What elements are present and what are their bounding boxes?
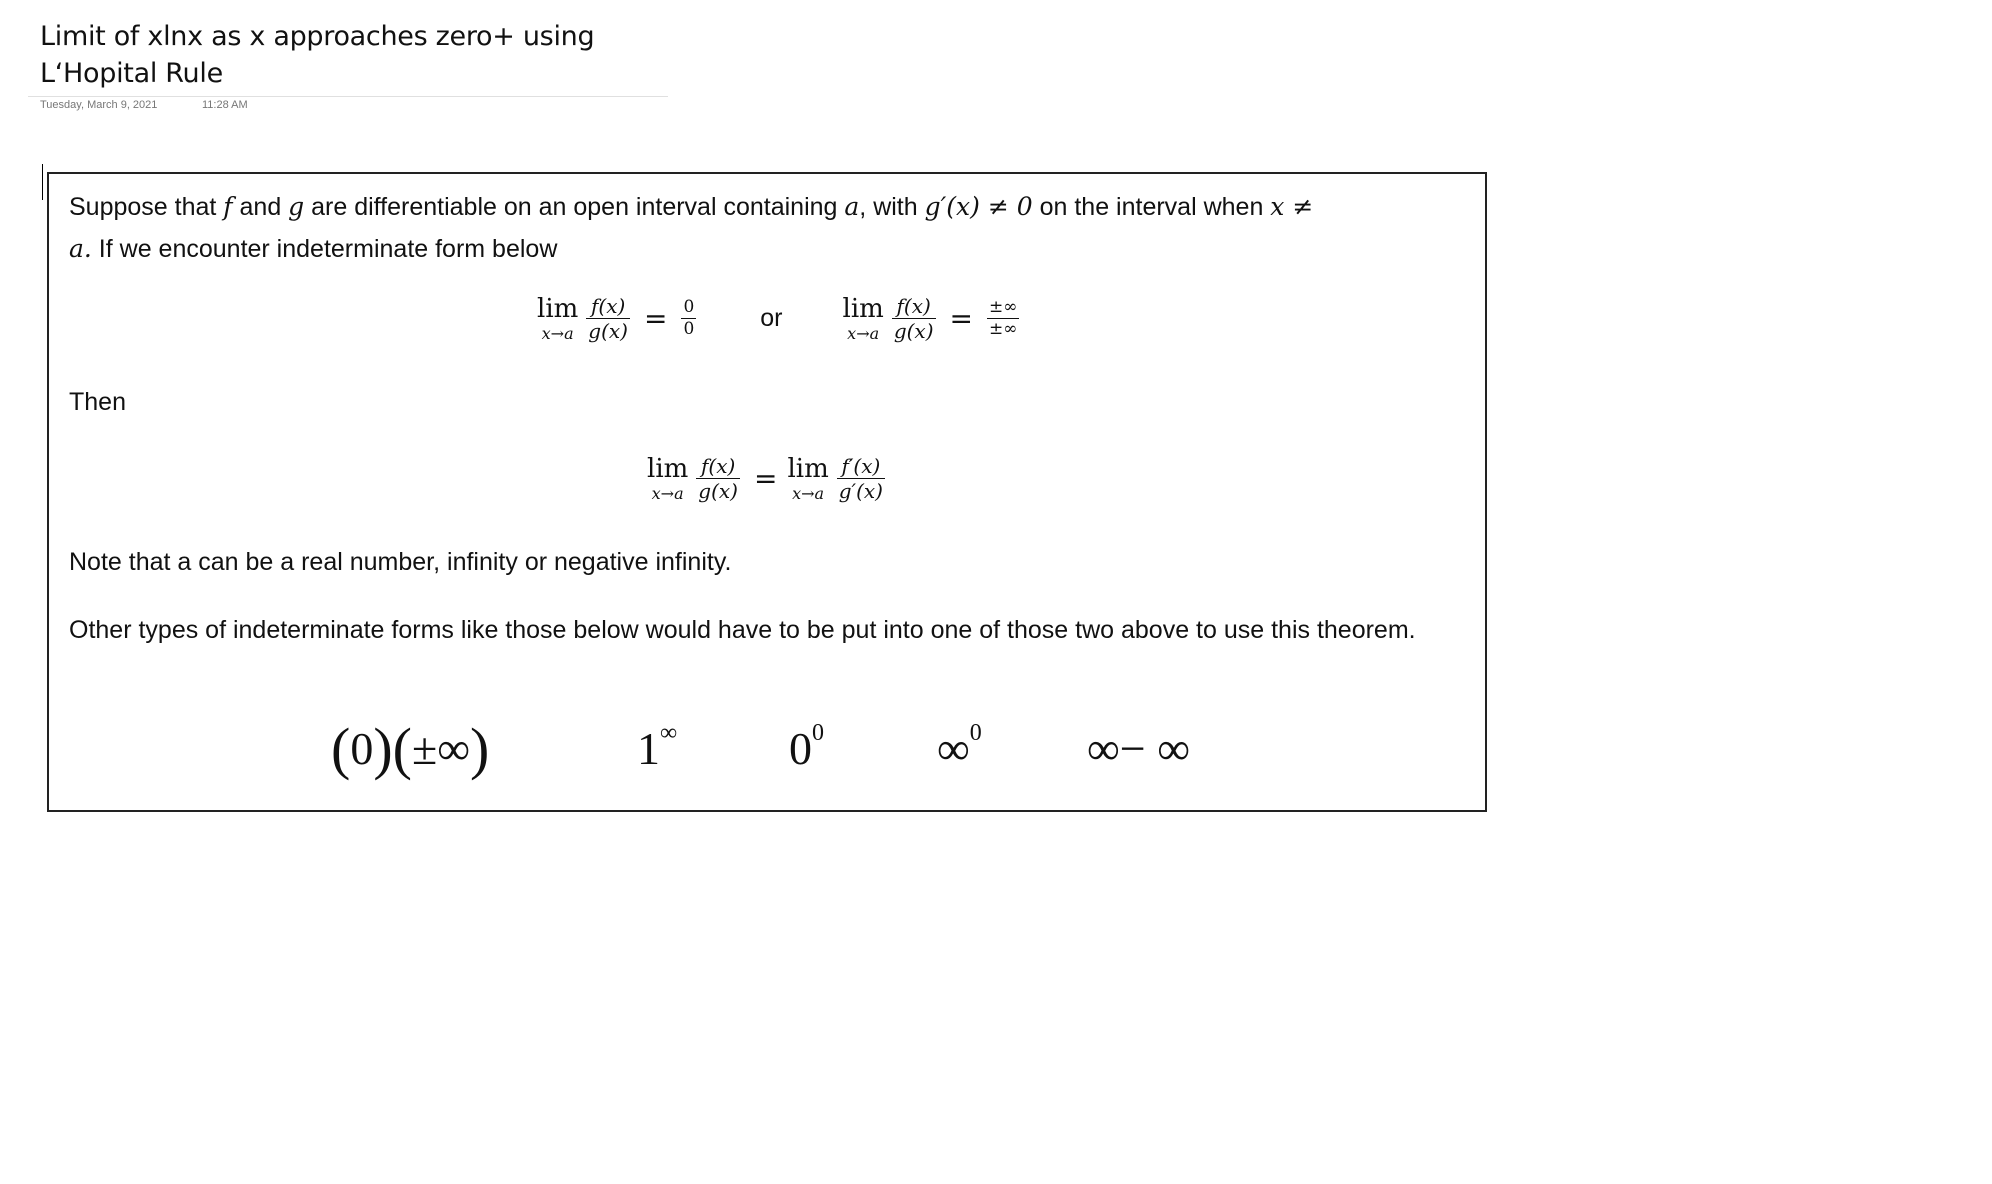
or-word: or [760, 304, 783, 332]
form2-base: 1 [637, 723, 660, 774]
math-a-period: a. [69, 234, 92, 263]
math-g: g [288, 192, 305, 221]
intro-text-2: and [232, 193, 289, 221]
form-one-to-infinity [637, 709, 677, 789]
lim-word-2: lim [842, 293, 884, 324]
other-forms-paragraph: Other types of indeterminate forms like those below would have to be put into one of those two above to use this theorem. [69, 616, 1416, 644]
form1-plusminus-inf: ±∞ [411, 723, 471, 774]
theorem-box[interactable] [47, 172, 1487, 812]
intro-text-4: , with [859, 193, 925, 221]
fraction-denominator: g(x) [588, 319, 628, 343]
intro-text-5: on the interval when [1032, 193, 1271, 221]
form3-exponent: 0 [812, 720, 824, 746]
form2-exponent: ∞ [660, 720, 678, 746]
fraction-f-over-g [586, 294, 630, 343]
lim-subscript: x→a [541, 323, 574, 343]
rule-equals-sign: = [753, 462, 778, 495]
text-cursor [42, 164, 43, 200]
zero-denominator: 0 [683, 319, 695, 339]
title-divider [28, 96, 668, 97]
form1-zero: 0 [350, 723, 374, 774]
fraction-denominator-2: g(x) [893, 319, 934, 343]
form4-exponent: 0 [969, 720, 982, 746]
intro-text-3: are differentiable on an open interval containing [304, 193, 845, 221]
inf-numerator: ±∞ [988, 297, 1018, 317]
fraction-numerator-2: f(x) [896, 294, 931, 318]
lim-subscript-2: x→a [847, 323, 880, 343]
limit-operator-2 [842, 293, 884, 343]
limit-operator [537, 293, 579, 343]
rule-lim-sub-lhs: x→a [651, 483, 684, 503]
equals-sign: = [643, 302, 668, 335]
rule-fraction-rhs [837, 454, 885, 503]
indeterminate-forms-equation [537, 294, 1023, 343]
fraction-inf-over-inf [987, 297, 1019, 340]
rule-rhs-denominator: g′(x) [838, 479, 883, 503]
fraction-numerator: f(x) [590, 294, 626, 318]
form3-base: 0 [789, 723, 812, 774]
math-x-neq: x ≠ [1270, 192, 1314, 221]
form4-base: ∞ [937, 723, 970, 774]
form-infinity-minus-infinity: ∞− ∞ [1087, 723, 1191, 774]
math-f: f [223, 192, 233, 221]
rule-fraction-lhs [696, 454, 740, 503]
form-zero-times-infinity: (0)(±∞) [331, 716, 490, 781]
rule-rhs-numerator: f′(x) [841, 454, 881, 478]
math-a: a [844, 192, 860, 221]
rule-lhs-denominator: g(x) [698, 479, 738, 503]
equals-sign-2: = [949, 302, 973, 335]
lim-word: lim [537, 293, 579, 324]
intro-paragraph [69, 186, 1469, 270]
inf-denominator: ±∞ [988, 319, 1018, 339]
rule-limit-lhs [647, 453, 689, 503]
fraction-zero-over-zero [681, 297, 696, 340]
math-gprime-neq: g′(x) ≠ 0 [924, 192, 1033, 221]
fraction-f-over-g-2 [892, 294, 936, 343]
zero-numerator: 0 [683, 297, 695, 317]
note-paragraph: Note that a can be a real number, infinity or negative infinity. [69, 548, 732, 576]
other-indeterminate-forms [49, 709, 1489, 789]
rule-lim-sub-rhs: x→a [792, 483, 825, 503]
page-title[interactable]: Limit of xlnx as x approaches zero+ using L‘Hopital Rule [40, 21, 595, 89]
intro-text-1: Suppose that [69, 193, 224, 221]
note-date: Tuesday, March 9, 2021 [40, 99, 158, 111]
form-infinity-to-zero [937, 709, 982, 789]
intro-text-6: If we encounter indeterminate form below [91, 235, 558, 263]
then-label: Then [69, 388, 126, 416]
rule-lhs-numerator: f(x) [700, 454, 736, 478]
rule-lim-word-rhs: lim [787, 453, 829, 484]
rule-lim-word-lhs: lim [647, 453, 689, 484]
form-zero-to-zero [789, 709, 824, 789]
note-time: 11:28 AM [202, 99, 248, 111]
rule-limit-rhs [787, 453, 829, 503]
lhopital-rule-equation [647, 454, 889, 503]
